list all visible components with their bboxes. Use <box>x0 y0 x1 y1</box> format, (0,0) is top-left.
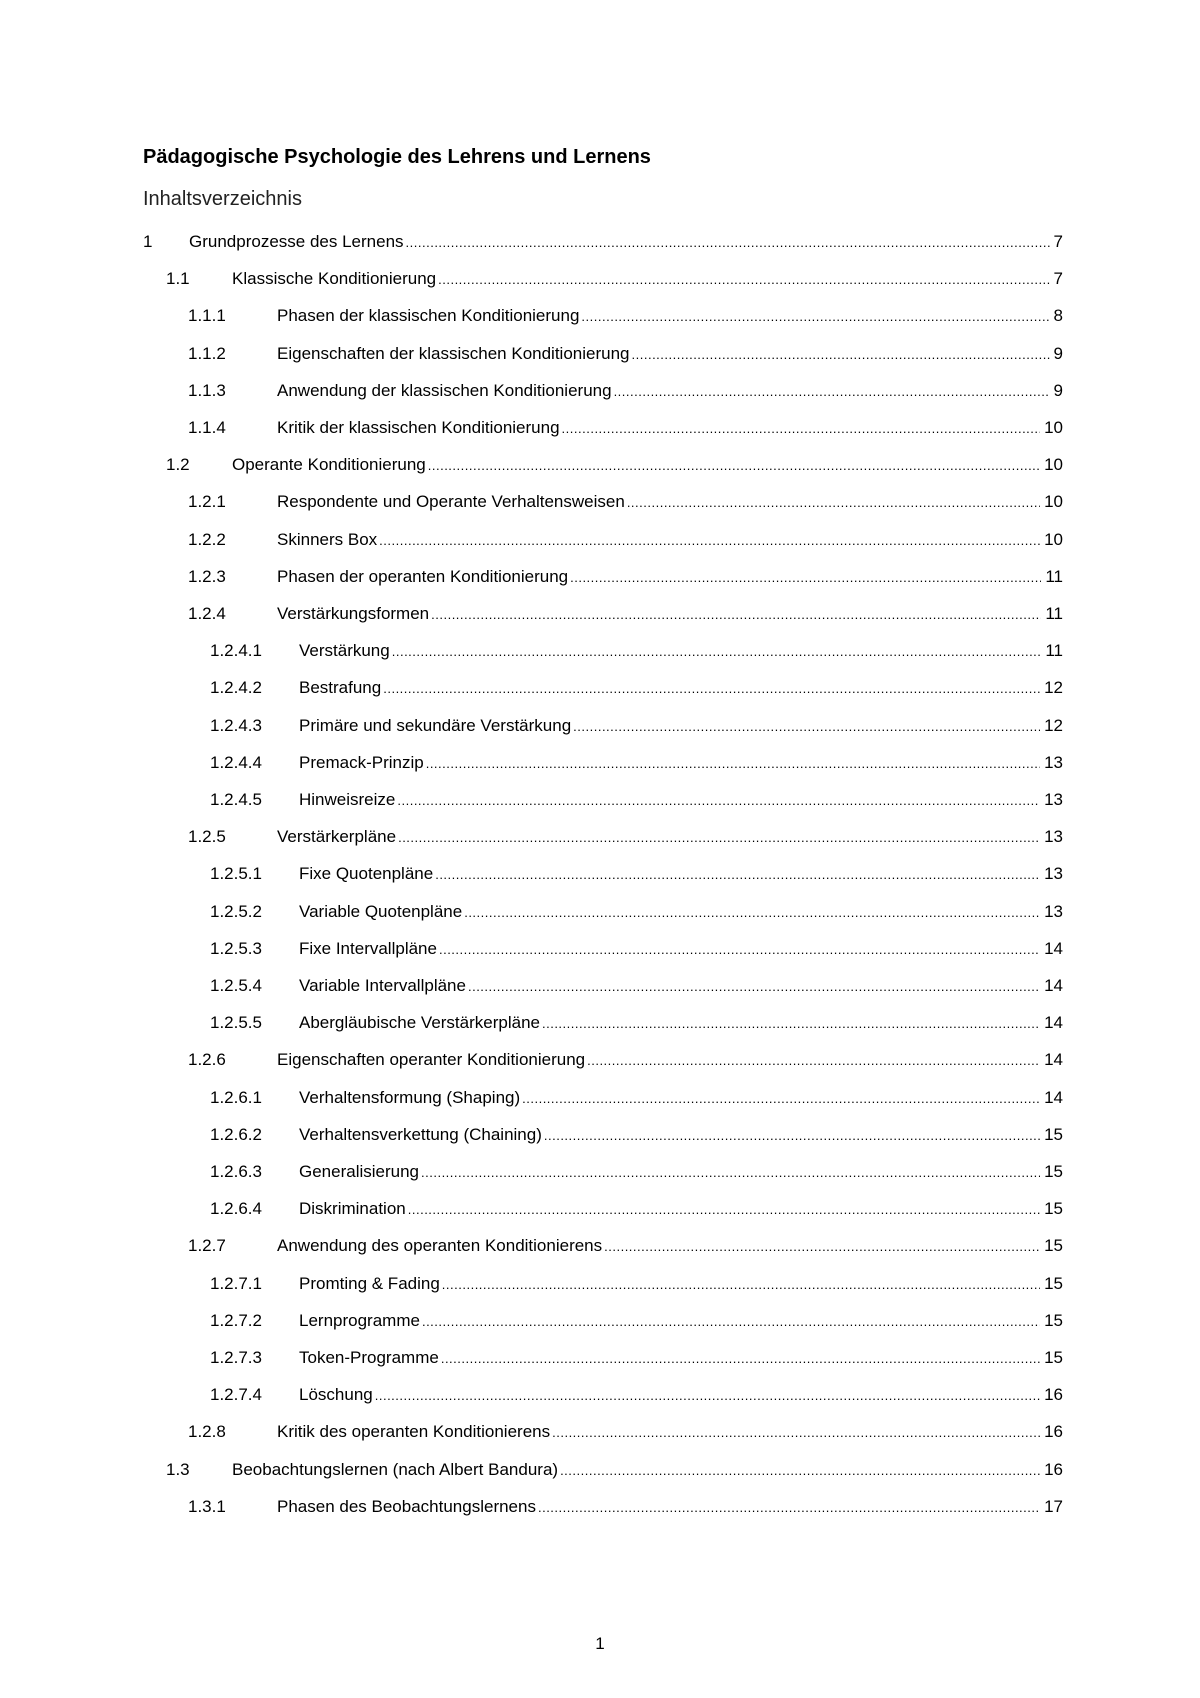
toc-entry-label: Variable Quotenpläne <box>299 901 463 921</box>
toc-entry-label: Eigenschaften der klassischen Konditionierung <box>277 343 630 363</box>
toc-entry-page: 15 <box>1044 1199 1063 1219</box>
toc-entry-label: Verhaltensverkettung (Chaining) <box>299 1124 542 1144</box>
toc-entry-number: 1.2.3 <box>188 566 226 586</box>
toc-entry-page: 10 <box>1044 529 1063 549</box>
toc-entry-number: 1.2.5.1 <box>210 864 262 884</box>
toc-entry-label: Phasen der klassischen Konditionierung <box>277 306 580 326</box>
toc-entry-page: 16 <box>1044 1459 1063 1479</box>
toc-entry-page: 7 <box>1053 269 1063 289</box>
toc-entry-number: 1.2.5.2 <box>210 901 262 921</box>
toc-entry-label: Diskrimination <box>299 1199 406 1219</box>
toc-dot-leader <box>398 826 1040 850</box>
toc-entry[interactable] <box>188 490 1063 514</box>
toc-dot-leader <box>421 1161 1040 1185</box>
toc-entry-number: 1.2.7 <box>188 1236 226 1256</box>
toc-entry-page: 16 <box>1044 1422 1063 1442</box>
toc-entry[interactable] <box>188 1495 1063 1519</box>
toc-entry[interactable] <box>210 1011 1063 1035</box>
toc-entry[interactable] <box>188 602 1063 626</box>
toc-entry-page: 13 <box>1044 901 1063 921</box>
toc-entry-number: 1.2.7.2 <box>210 1310 262 1330</box>
toc-entry[interactable] <box>188 565 1063 589</box>
toc-entry-page: 15 <box>1044 1124 1063 1144</box>
toc-entry[interactable] <box>210 1160 1063 1184</box>
toc-entry-page: 12 <box>1044 678 1063 698</box>
toc-entry-number: 1.2.4 <box>188 604 226 623</box>
toc-entry[interactable] <box>210 751 1063 775</box>
toc-entry[interactable] <box>210 676 1063 700</box>
toc-entry-number: 1.2.6.2 <box>210 1124 262 1144</box>
toc-entry[interactable] <box>188 1420 1063 1444</box>
toc-entry-label: Primäre und sekundäre Verstärkung <box>299 715 572 735</box>
toc-entry[interactable] <box>143 230 1063 254</box>
toc-dot-leader <box>422 1310 1040 1334</box>
toc-entry-number: 1.2.7.3 <box>210 1348 262 1367</box>
toc-entry[interactable] <box>210 900 1063 924</box>
toc-entry-page: 7 <box>1053 232 1063 251</box>
toc-entry[interactable] <box>188 342 1063 366</box>
toc-entry-number: 1.2.2 <box>188 529 226 549</box>
toc-dot-leader <box>392 640 1042 664</box>
toc-dot-leader <box>552 1421 1040 1445</box>
toc-entry-label: Token-Programme <box>299 1348 439 1367</box>
toc-dot-leader <box>544 1124 1040 1148</box>
toc-entry-number: 1.2 <box>166 455 190 475</box>
toc-entry[interactable] <box>166 267 1063 291</box>
toc-entry-label: Verhaltensformung (Shaping) <box>299 1087 521 1107</box>
toc-dot-leader <box>468 975 1040 999</box>
page-number: 1 <box>595 1634 605 1653</box>
toc-dot-leader <box>408 1198 1040 1222</box>
toc-entry-label: Hinweisreize <box>299 790 396 809</box>
toc-entry-number: 1.1.2 <box>188 343 226 363</box>
toc-entry-label: Anwendung des operanten Konditionierens <box>277 1236 603 1256</box>
toc-entry-page: 13 <box>1044 864 1063 884</box>
toc-entry-label: Fixe Intervallpläne <box>299 938 437 958</box>
toc-entry-page: 15 <box>1044 1348 1063 1367</box>
toc-dot-leader <box>464 901 1040 925</box>
toc-dot-leader <box>614 380 1050 404</box>
toc-entry-number: 1.2.5.5 <box>210 1013 262 1033</box>
toc-dot-leader <box>435 863 1040 887</box>
toc-entry-page: 13 <box>1044 827 1063 847</box>
toc-entry[interactable] <box>188 379 1063 403</box>
toc-entry[interactable] <box>188 528 1063 552</box>
toc-entry-number: 1.2.4.4 <box>210 752 262 772</box>
toc-entry[interactable] <box>210 1123 1063 1147</box>
toc-entry-page: 14 <box>1044 1050 1063 1070</box>
toc-entry-page: 14 <box>1044 938 1063 958</box>
toc-dot-leader <box>581 305 1049 329</box>
toc-entry-label: Bestrafung <box>299 678 382 698</box>
toc-entry-number: 1.3 <box>166 1459 190 1479</box>
toc-entry[interactable] <box>166 453 1063 477</box>
toc-entry-number: 1.2.6.1 <box>210 1087 262 1107</box>
document-title: Pädagogische Psychologie des Lehrens und Lernens <box>143 146 651 168</box>
toc-entry-number: 1.2.5 <box>188 827 226 847</box>
toc-entry-number: 1.2.4.3 <box>210 715 262 735</box>
toc-entry[interactable] <box>210 974 1063 998</box>
toc-entry-label: Phasen der operanten Konditionierung <box>277 566 569 586</box>
toc-entry[interactable] <box>188 416 1063 440</box>
toc-entry[interactable] <box>188 304 1063 328</box>
toc-entry[interactable] <box>210 1272 1063 1296</box>
toc-entry[interactable] <box>210 1086 1063 1110</box>
toc-entry-page: 10 <box>1044 492 1063 512</box>
toc-entry-number: 1.2.8 <box>188 1422 226 1442</box>
toc-entry-page: 13 <box>1044 752 1063 772</box>
toc-entry-number: 1.2.6 <box>188 1050 226 1070</box>
toc-entry-label: Kritik der klassischen Konditionierung <box>277 418 560 437</box>
toc-dot-leader <box>542 1012 1040 1036</box>
toc-dot-leader <box>438 268 1049 292</box>
toc-entry-number: 1.2.4.5 <box>210 790 262 809</box>
toc-entry-number: 1.1 <box>166 269 190 289</box>
toc-entry-label: Verstärkungsformen <box>277 604 430 623</box>
toc-entry-number: 1.2.7.1 <box>210 1273 262 1293</box>
toc-entry[interactable] <box>210 1309 1063 1333</box>
toc-entry-label: Verstärkerpläne <box>277 827 397 847</box>
toc-dot-leader <box>406 231 1050 255</box>
toc-entry-label: Generalisierung <box>299 1162 420 1181</box>
toc-entry-page: 14 <box>1044 1013 1063 1033</box>
toc-entry-label: Anwendung der klassischen Konditionierung <box>277 380 612 400</box>
toc-entry-page: 13 <box>1044 790 1063 809</box>
toc-entry-page: 17 <box>1044 1496 1063 1516</box>
toc-entry-number: 1.2.6.3 <box>210 1162 262 1181</box>
toc-entry-page: 16 <box>1044 1385 1063 1405</box>
toc-entry-page: 9 <box>1053 343 1063 363</box>
toc-entry[interactable] <box>210 1197 1063 1221</box>
toc-dot-leader <box>431 603 1041 627</box>
toc-dot-leader <box>441 1347 1040 1371</box>
toc-entry-label: Fixe Quotenpläne <box>299 864 434 884</box>
toc-dot-leader <box>426 752 1040 776</box>
toc-entry-label: Operante Konditionierung <box>232 455 426 475</box>
toc-entry-label: Klassische Konditionierung <box>232 269 437 289</box>
toc-entry-number: 1.2.1 <box>188 492 226 512</box>
toc-dot-leader <box>442 1273 1040 1297</box>
toc-entry-label: Skinners Box <box>277 529 378 549</box>
toc-entry-label: Beobachtungslernen (nach Albert Bandura) <box>232 1459 559 1479</box>
toc-entry-page: 14 <box>1044 1087 1063 1107</box>
toc-entry-page: 10 <box>1044 418 1063 437</box>
toc-entry-label: Respondente und Operante Verhaltensweisen <box>277 492 625 512</box>
toc-entry-number: 1.3.1 <box>188 1496 226 1516</box>
toc-entry-page: 11 <box>1045 604 1063 623</box>
toc-entry-page: 15 <box>1044 1273 1063 1293</box>
toc-entry-label: Promting & Fading <box>299 1273 440 1293</box>
toc-dot-leader <box>587 1049 1040 1073</box>
toc-entry-number: 1.1.4 <box>188 418 226 437</box>
toc-entry[interactable] <box>188 1234 1063 1258</box>
toc-entry-label: Abergläubische Verstärkerpläne <box>299 1013 540 1033</box>
toc-dot-leader <box>627 491 1040 515</box>
toc-entry-page: 11 <box>1045 566 1063 586</box>
toc-entry-number: 1.2.5.3 <box>210 938 262 958</box>
toc-dot-leader <box>383 677 1040 701</box>
toc-entry-label: Phasen des Beobachtungslernens <box>277 1496 536 1516</box>
toc-entry-number: 1.2.7.4 <box>210 1385 262 1405</box>
toc-entry-page: 15 <box>1044 1236 1063 1256</box>
toc-entry[interactable] <box>188 825 1063 849</box>
toc-dot-leader <box>632 343 1050 367</box>
toc-dot-leader <box>379 529 1040 553</box>
toc-entry[interactable] <box>210 862 1063 886</box>
toc-entry-label: Premack-Prinzip <box>299 752 424 772</box>
toc-entry-label: Variable Intervallpläne <box>299 976 466 995</box>
toc-entry[interactable] <box>210 1346 1063 1370</box>
toc-entry-number: 1.1.1 <box>188 306 226 326</box>
toc-entry-page: 15 <box>1044 1162 1063 1181</box>
toc-entry-page: 12 <box>1044 715 1063 735</box>
toc-entry-page: 10 <box>1044 455 1063 475</box>
toc-dot-leader <box>375 1384 1040 1408</box>
toc-entry[interactable] <box>166 1458 1063 1482</box>
toc-dot-leader <box>570 566 1041 590</box>
toc-entry[interactable] <box>210 937 1063 961</box>
toc-entry-page: 11 <box>1045 641 1063 661</box>
toc-entry[interactable] <box>210 714 1063 738</box>
toc-entry-page: 15 <box>1044 1310 1063 1330</box>
toc-dot-leader <box>560 1459 1040 1483</box>
toc-entry-number: 1.1.3 <box>188 380 226 400</box>
toc-entry[interactable] <box>188 1048 1063 1072</box>
toc-entry[interactable] <box>210 1383 1063 1407</box>
toc-entry-label: Lernprogramme <box>299 1310 420 1330</box>
toc-dot-leader <box>397 789 1040 813</box>
toc-dot-leader <box>428 454 1040 478</box>
toc-entry[interactable] <box>210 639 1063 663</box>
toc-dot-leader <box>604 1235 1040 1259</box>
toc-entry-number: 1.2.5.4 <box>210 976 262 995</box>
toc-entry-number: 1.2.4.2 <box>210 678 262 698</box>
toc-entry-label: Eigenschaften operanter Konditionierung <box>277 1050 586 1070</box>
toc-entry-label: Verstärkung <box>299 641 390 661</box>
toc-entry-number: 1 <box>143 232 153 251</box>
toc-entry-page: 9 <box>1053 380 1063 400</box>
toc-entry-label: Kritik des operanten Konditionierens <box>277 1422 551 1442</box>
toc-dot-leader <box>538 1496 1040 1520</box>
toc-entry[interactable] <box>210 788 1063 812</box>
toc-entry-label: Löschung <box>299 1385 373 1405</box>
toc-dot-leader <box>573 715 1040 739</box>
toc-dot-leader <box>522 1087 1040 1111</box>
toc-entry-page: 14 <box>1044 976 1063 995</box>
toc-dot-leader <box>562 417 1041 441</box>
toc-entry-number: 1.2.4.1 <box>210 641 262 661</box>
toc-heading: Inhaltsverzeichnis <box>143 188 302 210</box>
toc-entry-number: 1.2.6.4 <box>210 1199 262 1219</box>
toc-dot-leader <box>439 938 1040 962</box>
toc-entry-page: 8 <box>1053 306 1063 326</box>
toc-entry-label: Grundprozesse des Lernens <box>189 232 404 251</box>
